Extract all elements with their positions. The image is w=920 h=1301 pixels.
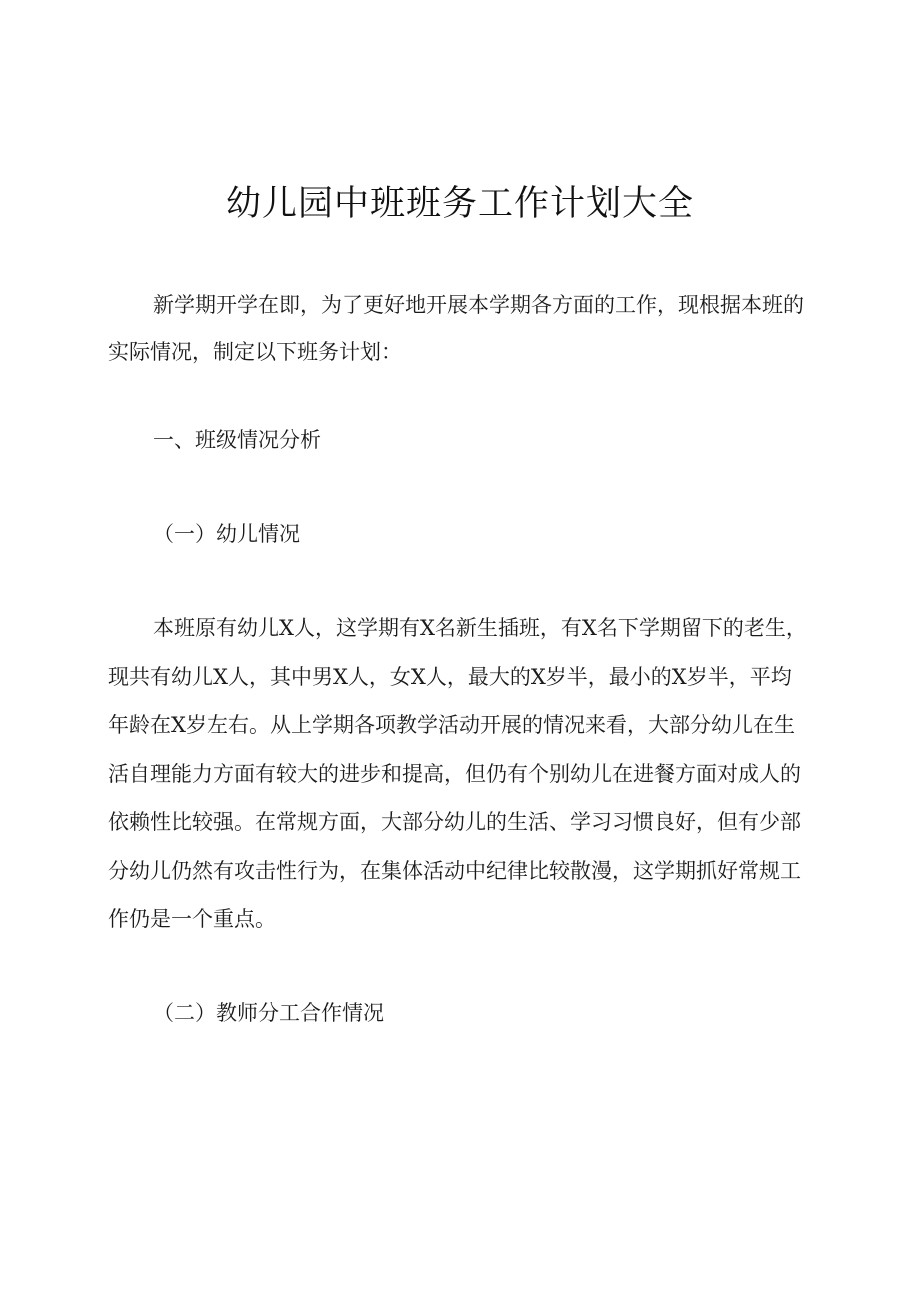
document-title: 幼儿园中班班务工作计划大全	[225, 184, 694, 224]
children-situation-paragraph: 本班原有幼儿X人，这学期有X名新生插班，有X名下学期留下的老生，现共有幼儿X人，其中男X人，女X人，最大的X岁半，最小的X岁半，平均年龄在X岁左右。从上学期各项教学活动开展的情况来看，大部分幼儿在生活自理能力方面有较大的进步和提高，但仍有个别幼儿在进餐方面对成人的依赖性比较强。在常规方面，大部分幼儿的生活、学习习惯良好，但有少部分幼儿仍然有攻击性行为，在集体活动中纪律比较散漫，这学期抓好常规工作仍是一个重点。	[108, 616, 807, 931]
subsection-heading-children: （一）幼儿情况	[153, 522, 300, 546]
section-heading-class-analysis: 一、班级情况分析	[153, 428, 321, 452]
subsection-heading-teachers: （二）教师分工合作情况	[153, 1001, 384, 1025]
intro-paragraph: 新学期开学在即，为了更好地开展本学期各方面的工作，现根据本班的实际情况，制定以下班务计划：	[108, 293, 804, 364]
